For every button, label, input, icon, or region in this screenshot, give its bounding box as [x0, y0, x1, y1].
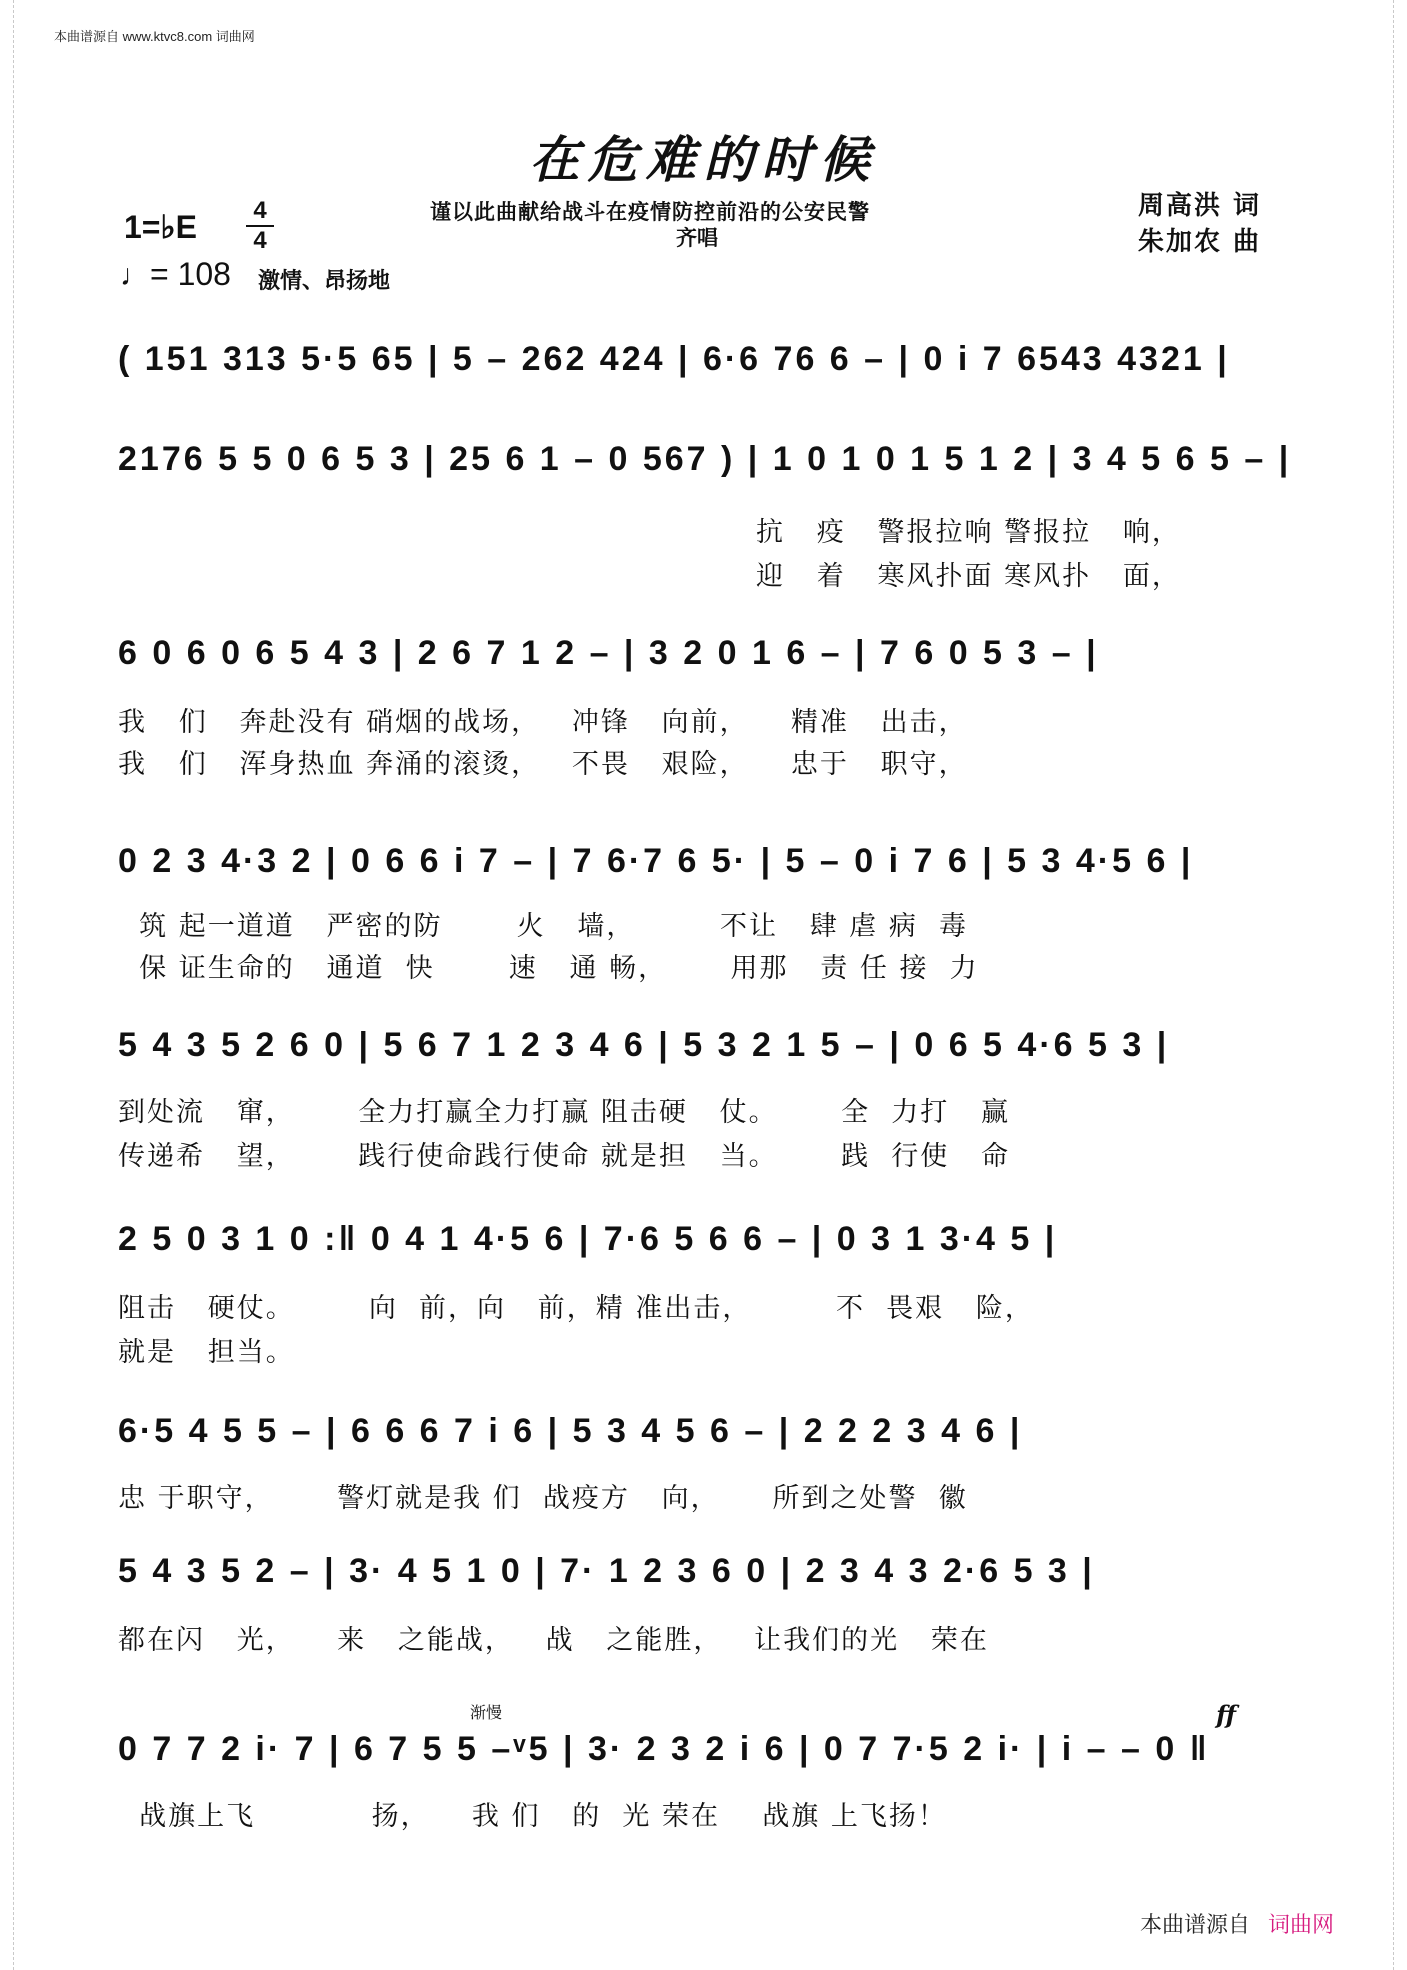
source-footer-text: 本曲谱源自	[1140, 1913, 1251, 1938]
lyric-verse-2: 传递希 望， 践行使命践行使命 就是担 当。 践 行使 命	[118, 1141, 1010, 1172]
dynamics-marking: ff	[1216, 1700, 1236, 1729]
time-sig-top: 4	[253, 197, 267, 224]
quarter-note-icon: ♩	[120, 259, 150, 292]
lyric-verse-1: 抗 疫 警报拉响 警报拉 响，	[756, 517, 1181, 548]
lyric-verse-1: 到处流 窜， 全力打赢全力打赢 阻击硬 仗。 全 力打 赢	[118, 1097, 1010, 1128]
ritardando-marking: 渐慢	[470, 1703, 503, 1722]
lyric-verse-2: 保 证生命的 通道 快 速 通 畅， 用那 责 任 接 力	[118, 953, 979, 984]
tempo-value: = 108	[150, 256, 231, 292]
brand-link[interactable]: 词曲网	[1268, 1913, 1335, 1938]
notation-line: 5 4 3 5 2 – | 3· 4 5 1 0 | 7· 1 2 3 6 0 | 2 3 4 3 2·6 5 3 |	[118, 1552, 1095, 1590]
performance-mode: 齐唱	[676, 226, 718, 250]
left-dashed-margin	[4, 0, 14, 1970]
time-sig-bottom: 4	[253, 227, 267, 254]
lyric-verse-1: 都在闪 光， 来 之能战， 战 之能胜， 让我们的光 荣在	[118, 1625, 989, 1656]
time-signature	[246, 198, 274, 254]
tempo-marking	[120, 256, 231, 293]
lyric-verse-1: 战旗上飞 扬， 我 们 的 光 荣在 战旗 上飞扬！	[118, 1801, 947, 1832]
lyric-verse-2: 就是 担当。	[118, 1337, 295, 1368]
song-title: 在危难的时候	[529, 130, 878, 189]
lyric-verse-1: 我 们 奔赴没有 硝烟的战场， 冲锋 向前， 精准 出击，	[118, 707, 968, 738]
notation-line: 0 2 3 4·3 2 | 0 6 6 i 7 – | 7 6·7 6 5· | 5 – 0 i 7 6 | 5 3 4·5 6 |	[118, 842, 1194, 880]
notation-line: 0 7 7 2 i· 7 | 6 7 5 5 –ᵛ5 | 3· 2 3 2 i 6 | 0 7 7·5 2 i· | i – – 0 ‖	[118, 1730, 1210, 1768]
lyric-verse-2: 迎 着 寒风扑面 寒风扑 面，	[756, 561, 1181, 592]
notation-line: ( 151 313 5·5 65 | 5 – 262 424 | 6·6 76 6 – | 0 i 7 6543 4321 |	[118, 340, 1230, 378]
lyric-verse-1: 筑 起一道道 严密的防 火 墙， 不让 肆 虐 病 毒	[118, 911, 969, 942]
lyric-verse-1: 阻击 硬仗。 向 前，向 前，精 准出击， 不 畏艰 险，	[118, 1293, 1034, 1324]
composer-credit: 朱加农 曲	[1138, 227, 1262, 257]
lyric-verse-2: 我 们 浑身热血 奔涌的滚烫， 不畏 艰险， 忠于 职守，	[118, 749, 968, 780]
lyricist-credit: 周高洪 词	[1138, 191, 1262, 221]
source-header: 本曲谱源自 www.ktvc8.com 词曲网	[54, 29, 255, 44]
lyric-verse-1: 忠 于职守， 警灯就是我 们 战疫方 向， 所到之处警 徽	[118, 1483, 968, 1514]
notation-line: 5 4 3 5 2 6 0 | 5 6 7 1 2 3 4 6 | 5 3 2 1 5 – | 0 6 5 4·6 5 3 |	[118, 1026, 1170, 1064]
notation-line: 6·5 4 5 5 – | 6 6 6 7 i 6 | 5 3 4 5 6 – | 2 2 2 3 4 6 |	[118, 1412, 1023, 1450]
dedication-text: 谨以此曲献给战斗在疫情防控前沿的公安民警	[430, 200, 870, 224]
notation-line: 6 0 6 0 6 5 4 3 | 2 6 7 1 2 – | 3 2 0 1 6 – | 7 6 0 5 3 – |	[118, 634, 1099, 672]
notation-line: 2 5 0 3 1 0 :‖ 0 4 1 4·5 6 | 7·6 5 6 6 – | 0 3 1 3·4 5 |	[118, 1220, 1058, 1258]
expression-marking: 激情、昂扬地	[258, 269, 391, 294]
notation-line: 2176 5 5 0 6 5 3 | 25 6 1 – 0 567 ) | 1 0 1 0 1 5 1 2 | 3 4 5 6 5 – |	[118, 440, 1292, 478]
right-dashed-margin	[1393, 0, 1403, 1970]
source-footer	[1140, 1908, 1334, 1939]
credits	[1138, 188, 1261, 260]
key-signature: 1=♭E	[124, 209, 197, 245]
